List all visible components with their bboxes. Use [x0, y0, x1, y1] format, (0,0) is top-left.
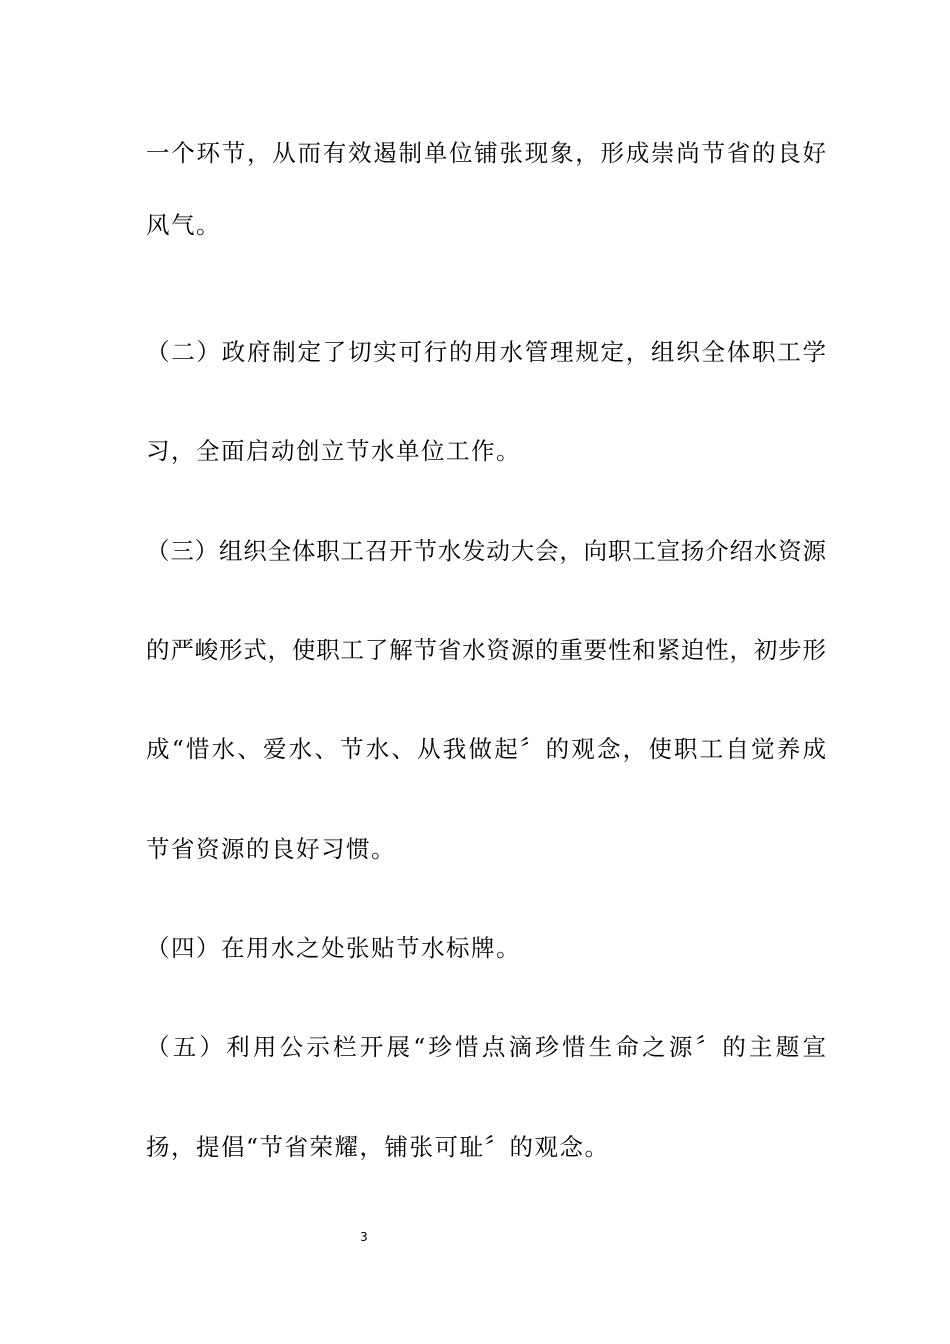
text-line-11: 扬，提倡“节省荣耀，铺张可耻〞的观念。 [146, 1133, 610, 1161]
page-number: 3 [360, 1230, 368, 1244]
text-line-3: （二）政府制定了切实可行的用水管理规定，组织全体职工学 [146, 338, 826, 366]
text-line-5: （三）组织全体职工召开节水发动大会，向职工宣扬介绍水资源 [146, 537, 826, 565]
text-line-9: （四）在用水之处张贴节水标牌。 [146, 934, 521, 962]
text-line-1: 一个环节，从而有效遏制单位铺张现象，形成崇尚节省的良好 [146, 139, 826, 167]
text-line-2: 风气。 [146, 211, 221, 239]
text-line-8: 节省资源的良好习惯。 [146, 835, 396, 863]
text-line-4: 习，全面启动创立节水单位工作。 [146, 437, 521, 465]
text-line-10: （五）利用公示栏开展“珍惜点滴珍惜生命之源〞的主题宣 [146, 1033, 826, 1061]
text-line-7: 成“惜水、爱水、节水、从我做起〞的观念，使职工自觉养成 [146, 735, 826, 763]
text-line-6: 的严峻形式，使职工了解节省水资源的重要性和紧迫性，初步形 [146, 636, 826, 664]
